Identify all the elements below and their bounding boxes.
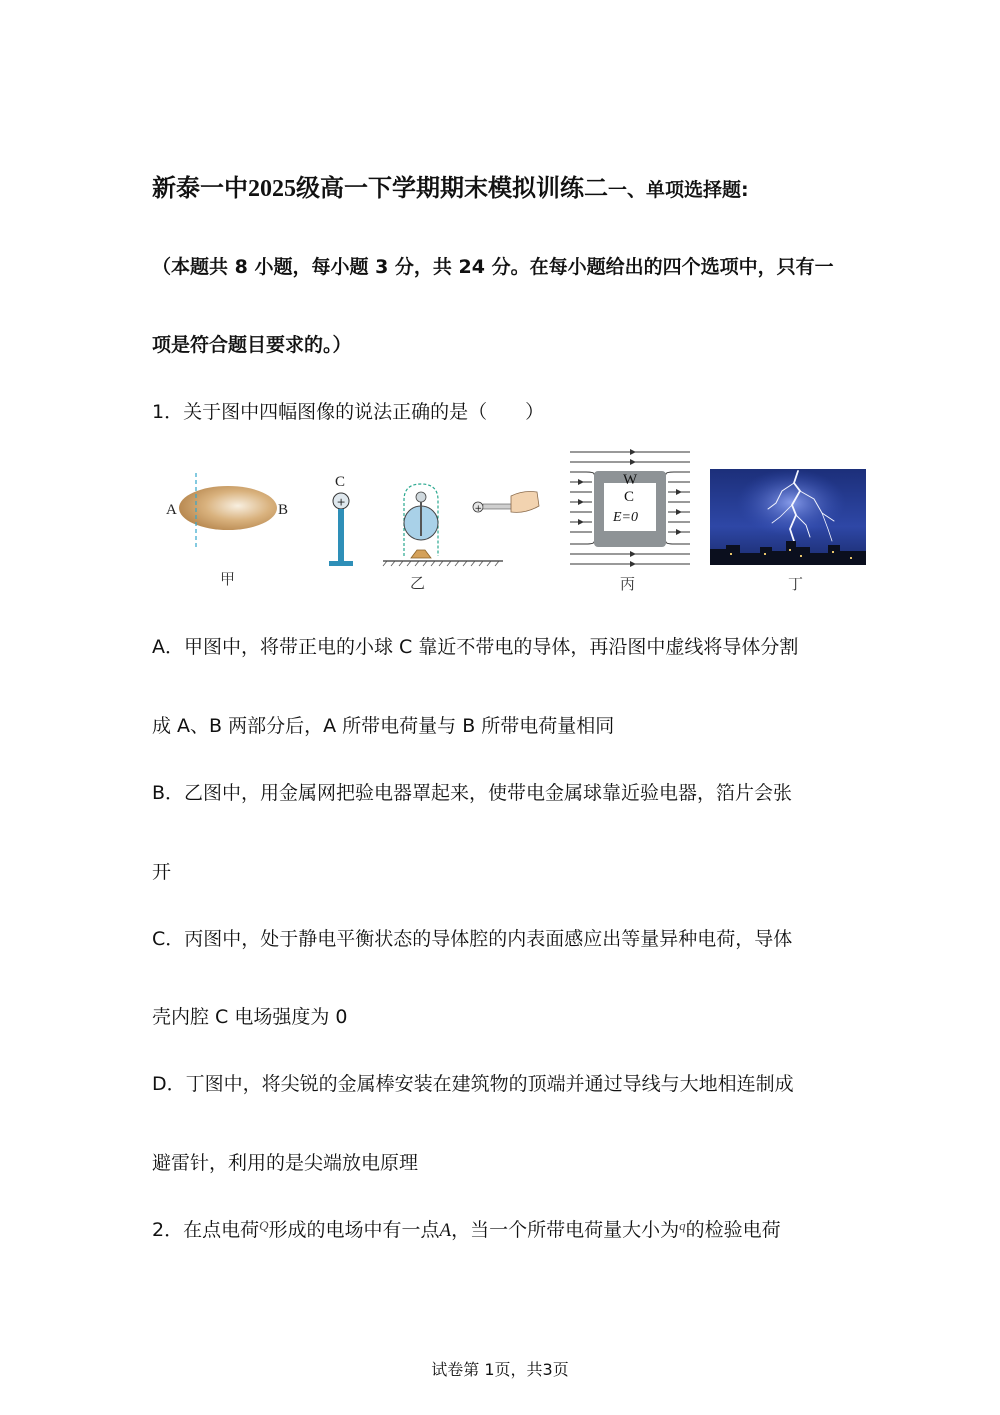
q2-mid-2: ，当一个所带电荷量大小为 — [451, 1219, 680, 1241]
label-b: B — [278, 502, 289, 518]
q2-symbol-big-q: Q — [259, 1218, 269, 1233]
title-year: 2025 — [248, 176, 296, 202]
electroscope-diagram — [325, 470, 550, 570]
option-a-line-1: A．甲图中，将带正电的小球 C 靠近不带电的导体，再沿图中虚线将导体分割 — [152, 636, 799, 658]
option-c-line-1: C．丙图中，处于静电平衡状态的导体腔的内表面感应出等量异种电荷，导体 — [152, 928, 793, 950]
conductor-diagram — [160, 468, 300, 558]
question-1-stem: 1．关于图中四幅图像的说法正确的是（ ） — [152, 401, 545, 423]
option-c-line-2: 壳内腔 C 电场强度为 0 — [152, 1006, 348, 1028]
instructions-line-2: 项是符合题目要求的。） — [152, 334, 352, 356]
stand-base — [329, 561, 353, 566]
question-2-stem — [152, 1215, 781, 1242]
option-d-line-1: D．丁图中，将尖锐的金属棒安装在建筑物的顶端并通过导线与大地相连制成 — [152, 1073, 794, 1095]
caption-ding: 丁 — [788, 575, 804, 593]
q2-symbol-small-q: q — [679, 1218, 686, 1233]
instructions-line-1: （本题共 8 小题，每小题 3 分，共 24 分。在每小题给出的四个选项中，只有一 — [152, 256, 834, 278]
option-b-line-1: B．乙图中，用金属网把验电器罩起来，使带电金属球靠近验电器，箔片会张 — [152, 782, 793, 804]
stand-rod — [338, 509, 344, 561]
q2-prefix: 2．在点电荷 — [152, 1219, 260, 1241]
svg-text:+: + — [336, 495, 346, 509]
q2-point-a: A — [439, 1220, 452, 1241]
section-heading: 一、单项选择题: — [608, 179, 749, 201]
caption-bing: 丙 — [620, 575, 636, 593]
label-c: C — [335, 474, 346, 490]
hand — [511, 492, 539, 513]
page-title — [152, 168, 749, 203]
figure-ding — [710, 469, 866, 593]
label-cavity-c: C — [624, 489, 635, 505]
lightning-photo — [710, 469, 866, 565]
q2-end: 的检验电荷 — [685, 1219, 781, 1241]
rod — [483, 504, 513, 509]
title-rest: 级高一下学期期末模拟训练二 — [296, 174, 608, 202]
electroscope-base — [411, 550, 431, 558]
option-d-line-2: 避雷针，利用的是尖端放电原理 — [152, 1152, 419, 1174]
page-footer: 试卷第 1页，共3页 — [431, 1360, 569, 1379]
caption-jia: 甲 — [220, 570, 236, 588]
option-a-line-2: 成 A、B 两部分后，A 所带电荷量与 B 所带电荷量相同 — [152, 715, 615, 737]
svg-text:+: + — [474, 504, 483, 514]
option-b-line-2: 开 — [152, 861, 172, 883]
electroscope-knob — [416, 492, 426, 502]
label-e: E=0 — [613, 510, 638, 525]
label-w: W — [623, 472, 638, 488]
q2-mid-1: 形成的电场中有一点 — [268, 1219, 440, 1241]
caption-yi: 乙 — [410, 574, 426, 592]
title-school: 新泰一中 — [152, 174, 248, 202]
figure-yi — [325, 470, 550, 590]
conductor-body — [179, 486, 277, 530]
shielding-diagram — [566, 448, 694, 570]
figure-bing — [566, 448, 694, 593]
figure-jia — [160, 468, 300, 588]
label-a: A — [166, 502, 177, 518]
